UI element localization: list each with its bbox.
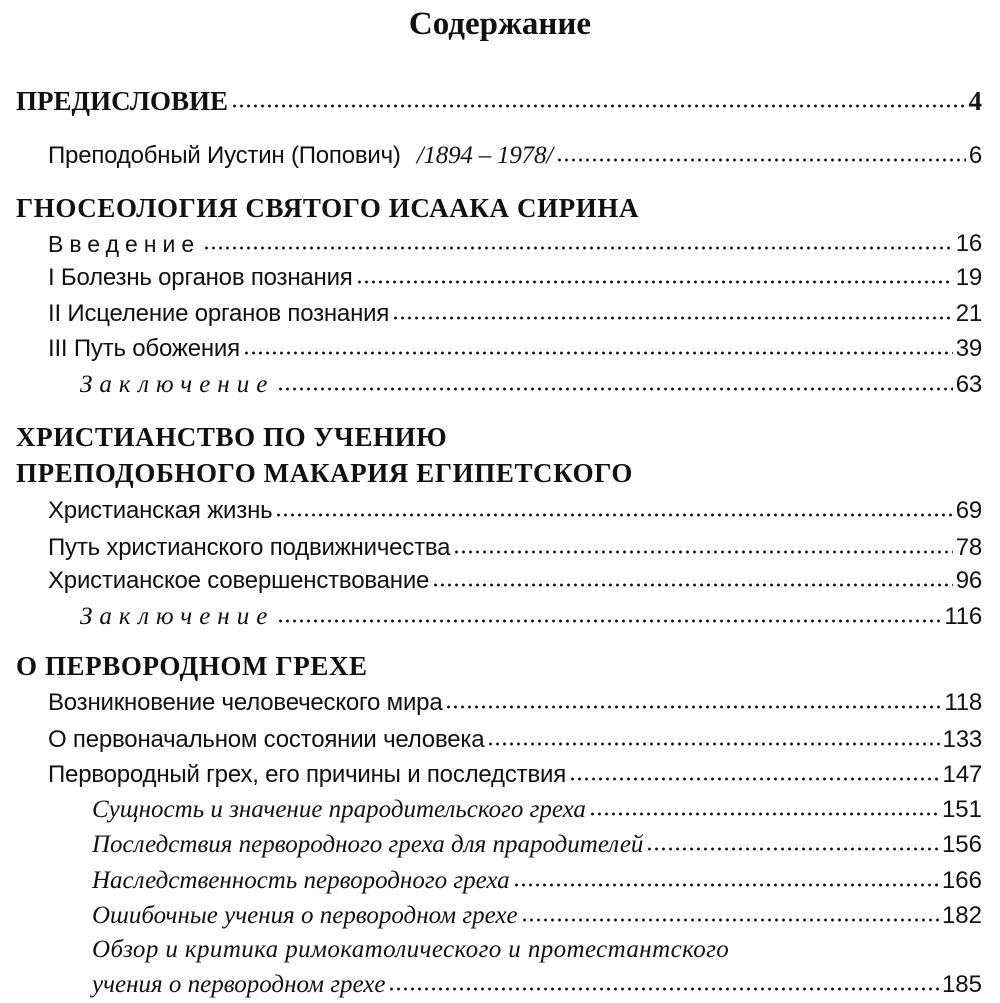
dot-leader <box>275 511 952 519</box>
toc-entry-label: Христианское совершенствование <box>48 567 430 594</box>
toc-entry[interactable] <box>48 686 982 718</box>
toc-page-number: 63 <box>955 371 982 398</box>
toc-entry-conclusion[interactable] <box>80 368 982 400</box>
toc-entry-label: учения о первородном грехе <box>92 971 386 998</box>
toc-entry-conclusion[interactable] <box>80 600 982 632</box>
dot-leader <box>556 156 966 164</box>
dot-leader <box>231 102 965 110</box>
toc-entry-label: Путь христианского подвижничества <box>48 534 451 561</box>
toc-page-number: 151 <box>941 796 982 823</box>
toc-entry-label: Первородный грех, его причины и последствия <box>48 761 566 788</box>
toc-page-number: 185 <box>941 971 982 998</box>
toc-page-number: 16 <box>955 230 982 257</box>
toc-page-number: 182 <box>941 902 982 929</box>
toc-entry-label: О первоначальном состоянии человека <box>48 726 485 753</box>
toc-page-number: 21 <box>955 300 982 327</box>
toc-entry-label: II Исцеление органов познания <box>48 300 390 327</box>
toc-subentry[interactable] <box>92 968 982 1000</box>
toc-page-number: 39 <box>955 335 982 362</box>
toc-subentry-label-line1[interactable]: Обзор и критика римокатолического и протестантского <box>92 936 730 963</box>
toc-entry[interactable] <box>48 758 982 790</box>
toc-entry-label: Последствия первородного греха для прародителей <box>92 831 644 858</box>
toc-entry[interactable] <box>48 297 982 329</box>
dot-leader <box>445 703 941 711</box>
toc-subentry[interactable] <box>92 793 982 825</box>
toc-entry-label: Преподобный Иустин (Попович) <box>48 142 401 169</box>
dot-leader <box>203 244 953 252</box>
toc-page-number: 4 <box>968 86 982 116</box>
dot-leader <box>388 985 939 993</box>
toc-entry-label: Возникновение человеческого мира <box>48 689 443 716</box>
toc-entry-label: Ошибочные учения о первородном грехе <box>92 902 518 929</box>
toc-subentry[interactable] <box>92 828 982 860</box>
toc-page-number: 78 <box>955 534 982 561</box>
toc-entry-label: I Болезнь органов познания <box>48 264 353 291</box>
dot-leader <box>646 845 939 853</box>
dot-leader <box>392 314 953 322</box>
toc-subentry[interactable] <box>92 864 982 896</box>
dot-leader <box>243 349 953 357</box>
toc-entry-preface[interactable] <box>16 85 982 117</box>
section-heading-original-sin: О ПЕРВОРОДНОМ ГРЕХЕ <box>16 651 368 681</box>
section-heading-christianity-line2: ПРЕПОДОБНОГО МАКАРИЯ ЕГИПЕТСКОГО <box>16 458 633 488</box>
toc-entry-label: Наследственность первородного греха <box>92 867 510 894</box>
dot-leader <box>453 548 952 556</box>
section-heading-gnoseology: ГНОСЕОЛОГИЯ СВЯТОГО ИСААКА СИРИНА <box>16 193 640 223</box>
dot-leader <box>432 581 953 589</box>
toc-entry-label: Заключение <box>80 371 275 398</box>
section-heading-christianity: ХРИСТИАНСТВО ПО УЧЕНИЮ <box>16 422 448 452</box>
toc-entry[interactable] <box>48 494 982 526</box>
toc-subentry[interactable] <box>92 899 982 931</box>
toc-page-number: 166 <box>941 867 982 894</box>
dot-leader <box>513 881 939 889</box>
toc-entry[interactable] <box>48 531 982 563</box>
toc-page-number: 96 <box>955 567 982 594</box>
toc-page-number: 156 <box>941 831 982 858</box>
toc-entry-label: Заключение <box>80 603 275 630</box>
toc-entry[interactable] <box>48 723 982 755</box>
dot-leader <box>521 916 939 924</box>
toc-page-number: 133 <box>942 726 982 753</box>
dot-leader <box>589 810 939 818</box>
toc-entry-label: ПРЕДИСЛОВИЕ <box>16 86 229 116</box>
dot-leader <box>277 617 941 625</box>
toc-entry-dates: /1894 – 1978/ <box>416 142 554 169</box>
toc-entry-label: Введение <box>48 231 201 257</box>
dot-leader <box>356 278 953 286</box>
toc-entry[interactable] <box>48 564 982 596</box>
dot-leader <box>277 385 952 393</box>
toc-entry-label: Христианская жизнь <box>48 497 273 524</box>
toc-entry[interactable] <box>48 261 982 293</box>
toc-page-number: 69 <box>955 497 982 524</box>
toc-page-number: 6 <box>968 142 982 169</box>
toc-entry[interactable] <box>48 227 982 259</box>
dot-leader <box>487 740 939 748</box>
toc-entry-label: Сущность и значение прародительского греха <box>92 796 586 823</box>
toc-page-number: 19 <box>955 264 982 291</box>
page-title: Содержание <box>408 6 592 42</box>
toc-page-number: 147 <box>942 761 982 788</box>
toc-entry-label: III Путь обожения <box>48 335 240 362</box>
dot-leader <box>569 775 940 783</box>
toc-entry-preface-sub[interactable] <box>48 139 982 171</box>
toc-page-number: 116 <box>944 603 982 630</box>
toc-entry[interactable] <box>48 332 982 364</box>
toc-page-number: 118 <box>944 689 982 716</box>
